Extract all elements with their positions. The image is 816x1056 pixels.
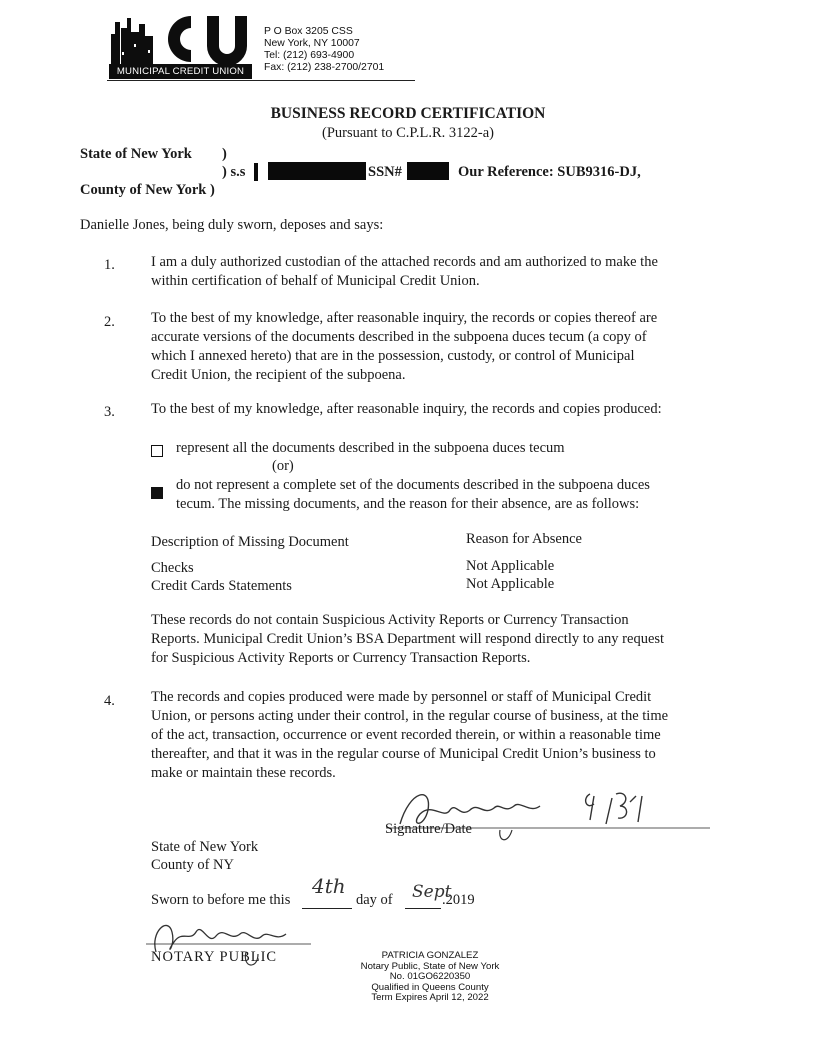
venue-ss: ) s.s	[222, 164, 246, 180]
address-line: New York, NY 10007	[264, 38, 360, 49]
sworn-month: Sept	[412, 882, 452, 902]
item-number: 4.	[104, 693, 115, 709]
jurat-county: County of NY	[151, 857, 234, 873]
notary-stamp	[330, 951, 530, 1004]
notary-public-label: NOTARY PUBLIC	[151, 949, 278, 965]
signature-label: Signature/Date	[385, 821, 472, 837]
signature-date	[590, 795, 591, 796]
item-line: thereafter, and that it was in the regular course of Municipal Credit Union’s business to	[151, 746, 656, 762]
item-line: The records and copies produced were made by personnel or staff of Municipal Credit	[151, 689, 652, 705]
item-line: Credit Union, the recipient of the subpoena.	[151, 367, 406, 383]
letterhead-address	[264, 26, 384, 74]
notary-number: No. 01GO6220350	[389, 971, 471, 982]
redaction-mark	[268, 162, 366, 180]
phone-line: Tel: (212) 693-4900	[264, 50, 355, 61]
letterhead-divider	[107, 80, 415, 81]
notary-commission: Notary Public, State of New York	[360, 960, 500, 972]
redaction-mark	[407, 162, 449, 180]
item-4-text	[151, 688, 668, 783]
option-all-documents: represent all the documents described in the subpoena duces tecum	[176, 440, 565, 456]
document-subtitle: (Pursuant to C.P.L.R. 3122-a)	[322, 125, 494, 141]
option-line: do not represent a complete set of the documents described in the subpoena duces	[176, 477, 650, 493]
sworn-prefix: Sworn to before me this	[151, 892, 291, 908]
note-line: These records do not contain Suspicious Activity Reports or Currency Transaction	[151, 612, 629, 628]
signature-scribble	[380, 780, 720, 850]
notary-county: Qualified in Queens County	[371, 981, 489, 993]
signature-text	[400, 795, 401, 796]
item-number: 1.	[104, 257, 115, 273]
jurat-state: State of New York	[151, 839, 259, 855]
item-1-text	[151, 253, 658, 291]
venue-county: County of New York )	[80, 182, 215, 198]
document-title: BUSINESS RECORD CERTIFICATION	[270, 105, 546, 122]
item-2-text	[151, 309, 657, 385]
reason-cell: Not Applicable	[466, 576, 555, 592]
notary-name: PATRICIA GONZALEZ	[381, 950, 479, 961]
item-line: make or maintain these records.	[151, 765, 336, 781]
mcu-logo	[107, 14, 253, 81]
fax-line: Fax: (212) 238-2700/2701	[264, 62, 385, 73]
item-line: within certification of behalf of Municipal Credit Union.	[151, 273, 480, 289]
reason-header: Reason for Absence	[466, 531, 582, 547]
item-line: accurate versions of the documents described in the subpoena duces tecum (a copy of	[151, 329, 647, 345]
missing-doc-header: Description of Missing Document	[151, 534, 349, 550]
item-line: Union, or persons acting under their control, in the regular course of business, at the time	[151, 708, 669, 724]
redaction-mark	[254, 163, 258, 181]
checkbox-all-documents[interactable]	[151, 445, 163, 457]
day-label: day of	[356, 892, 393, 908]
option-line: tecum. The missing documents, and the reason for their absence, are as follows:	[176, 496, 640, 512]
option-or: (or)	[272, 458, 294, 474]
item-3-text: To the best of my knowledge, after reasonable inquiry, the records and copies produced:	[151, 401, 662, 417]
ssn-label: SSN#	[368, 164, 402, 180]
item-number: 3.	[104, 404, 115, 420]
sworn-year: .2019	[442, 892, 475, 908]
logo-band: MUNICIPAL CREDIT UNION	[109, 64, 252, 79]
month-underline	[405, 908, 441, 909]
missing-doc-row: Checks	[151, 560, 194, 576]
mcu-logo-mark	[107, 14, 253, 64]
item-line: which I annexed hereto) that are in the possession, custody, or control of Municipal	[151, 348, 635, 364]
item-number: 2.	[104, 314, 115, 330]
reason-cell: Not Applicable	[466, 558, 555, 574]
note-line: for Suspicious Activity Reports or Currency Transaction Reports.	[151, 650, 531, 666]
missing-doc-row: Credit Cards Statements	[151, 578, 292, 594]
bsa-note	[151, 611, 664, 668]
venue-paren: )	[222, 146, 227, 162]
day-underline	[302, 908, 352, 909]
option-incomplete-set	[176, 476, 650, 514]
venue-state: State of New York	[80, 146, 192, 162]
item-line: I am a duly authorized custodian of the attached records and am authorized to make the	[151, 254, 658, 270]
checkbox-incomplete-set[interactable]	[151, 487, 163, 499]
item-line: of the act, transaction, occurrence or event recorded therein, or within a reasonable time	[151, 727, 661, 743]
note-line: Reports. Municipal Credit Union’s BSA Department will respond directly to any request	[151, 631, 665, 647]
reference-number: Our Reference: SUB9316-DJ,	[458, 164, 641, 180]
item-line: To the best of my knowledge, after reasonable inquiry, the records or copies thereof are	[151, 310, 658, 326]
notary-expiry: Term Expires April 12, 2022	[371, 992, 489, 1003]
address-line: P O Box 3205 CSS	[264, 26, 353, 37]
deponent-intro: Danielle Jones, being duly sworn, deposes and says:	[80, 217, 384, 233]
sworn-day: 4th	[312, 874, 346, 898]
